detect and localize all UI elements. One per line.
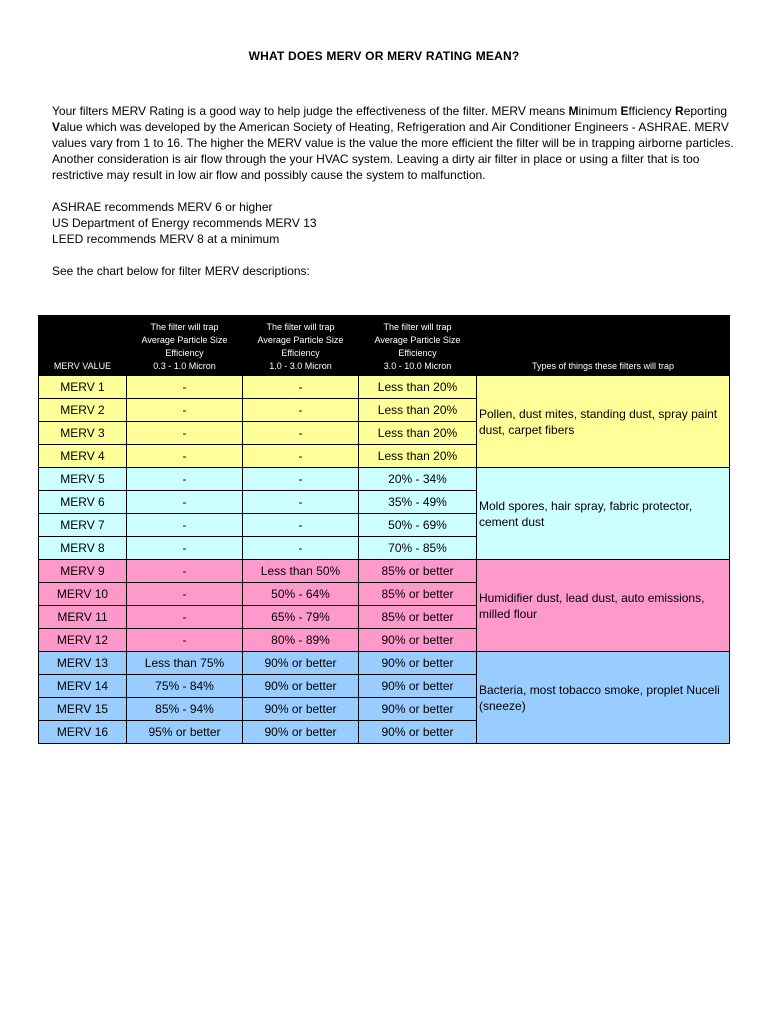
efficiency-10-30-cell: 65% - 79% — [243, 606, 359, 629]
efficiency-03-10-cell: - — [127, 583, 243, 606]
merv-value-cell: MERV 4 — [39, 445, 127, 468]
recommendation-doe: US Department of Energy recommends MERV 13 — [52, 216, 317, 230]
merv-value-cell: MERV 12 — [39, 629, 127, 652]
merv-value-cell: MERV 15 — [39, 698, 127, 721]
efficiency-10-30-cell: 90% or better — [243, 675, 359, 698]
types-cell: Humidifier dust, lead dust, auto emissions, milled flour — [477, 560, 730, 652]
efficiency-10-30-cell: 90% or better — [243, 721, 359, 744]
efficiency-03-10-cell: - — [127, 537, 243, 560]
header-col-30-100: The filter will trap Average Particle Size Efficiency 3.0 - 10.0 Micron — [359, 316, 477, 376]
efficiency-03-10-cell: - — [127, 422, 243, 445]
efficiency-03-10-cell: Less than 75% — [127, 652, 243, 675]
efficiency-03-10-cell: 95% or better — [127, 721, 243, 744]
merv-value-cell: MERV 7 — [39, 514, 127, 537]
merv-value-cell: MERV 3 — [39, 422, 127, 445]
efficiency-30-100-cell: 90% or better — [359, 675, 477, 698]
efficiency-10-30-cell: 90% or better — [243, 652, 359, 675]
efficiency-10-30-cell: 80% - 89% — [243, 629, 359, 652]
merv-value-cell: MERV 9 — [39, 560, 127, 583]
efficiency-03-10-cell: 75% - 84% — [127, 675, 243, 698]
efficiency-03-10-cell: - — [127, 514, 243, 537]
efficiency-10-30-cell: - — [243, 422, 359, 445]
efficiency-10-30-cell: - — [243, 376, 359, 399]
efficiency-10-30-cell: - — [243, 399, 359, 422]
intro-text-2: inimum — [578, 104, 621, 118]
efficiency-30-100-cell: Less than 20% — [359, 399, 477, 422]
efficiency-03-10-cell: - — [127, 376, 243, 399]
header-merv-value: MERV VALUE — [39, 316, 127, 376]
efficiency-30-100-cell: Less than 20% — [359, 376, 477, 399]
efficiency-03-10-cell: 85% - 94% — [127, 698, 243, 721]
efficiency-30-100-cell: 90% or better — [359, 629, 477, 652]
efficiency-03-10-cell: - — [127, 445, 243, 468]
intro-bold-v: V — [52, 120, 61, 134]
header-col-03-10: The filter will trap Average Particle Size Efficiency 0.3 - 1.0 Micron — [127, 316, 243, 376]
efficiency-30-100-cell: 85% or better — [359, 583, 477, 606]
efficiency-30-100-cell: 20% - 34% — [359, 468, 477, 491]
table-row — [39, 560, 730, 583]
efficiency-10-30-cell: 50% - 64% — [243, 583, 359, 606]
efficiency-30-100-cell: 85% or better — [359, 560, 477, 583]
merv-value-cell: MERV 1 — [39, 376, 127, 399]
efficiency-03-10-cell: - — [127, 606, 243, 629]
types-cell: Mold spores, hair spray, fabric protector, cement dust — [477, 468, 730, 560]
recommendation-leed: LEED recommends MERV 8 at a minimum — [52, 232, 280, 246]
intro-text-3: fficiency — [628, 104, 676, 118]
intro-text-5: alue which was developed by the American Society of Heating, Refrigeration and Air Conditioner Engineers - ASHRAE. MERV values vary from 1 to 16. The higher the MERV value is the value the more efficient the filter will be in trapping airborne particles. Another consideration is air flow through the your HVAC system. Leaving a dirty air filter in place or using a filter that is too restrictive may result in low air flow and possibly cause the system to malfunction. — [52, 120, 734, 182]
chart-note: See the chart below for filter MERV descriptions: — [52, 264, 310, 278]
types-cell: Pollen, dust mites, standing dust, spray paint dust, carpet fibers — [477, 376, 730, 468]
efficiency-10-30-cell: - — [243, 514, 359, 537]
table-row — [39, 376, 730, 399]
merv-value-cell: MERV 13 — [39, 652, 127, 675]
page-title: WHAT DOES MERV OR MERV RATING MEAN? — [248, 49, 520, 63]
intro-paragraph — [52, 103, 742, 183]
table-body — [39, 376, 730, 744]
header-types: Types of things these filters will trap — [477, 316, 730, 376]
merv-value-cell: MERV 16 — [39, 721, 127, 744]
efficiency-03-10-cell: - — [127, 399, 243, 422]
efficiency-30-100-cell: 85% or better — [359, 606, 477, 629]
efficiency-30-100-cell: Less than 20% — [359, 445, 477, 468]
efficiency-30-100-cell: Less than 20% — [359, 422, 477, 445]
table-row — [39, 468, 730, 491]
intro-bold-e: E — [620, 104, 629, 118]
efficiency-30-100-cell: 50% - 69% — [359, 514, 477, 537]
intro-text-1: Your filters MERV Rating is a good way to help judge the effectiveness of the filter. MERV means — [52, 104, 569, 118]
efficiency-10-30-cell: - — [243, 468, 359, 491]
table-header-row — [39, 316, 730, 376]
efficiency-30-100-cell: 90% or better — [359, 652, 477, 675]
merv-value-cell: MERV 11 — [39, 606, 127, 629]
merv-value-cell: MERV 5 — [39, 468, 127, 491]
efficiency-30-100-cell: 70% - 85% — [359, 537, 477, 560]
header-col-10-30: The filter will trap Average Particle Size Efficiency 1.0 - 3.0 Micron — [243, 316, 359, 376]
efficiency-10-30-cell: - — [243, 491, 359, 514]
recommendation-ashrae: ASHRAE recommends MERV 6 or higher — [52, 200, 273, 214]
table-row — [39, 652, 730, 675]
efficiency-10-30-cell: Less than 50% — [243, 560, 359, 583]
efficiency-03-10-cell: - — [127, 468, 243, 491]
merv-value-cell: MERV 14 — [39, 675, 127, 698]
intro-bold-r: R — [675, 104, 684, 118]
merv-value-cell: MERV 8 — [39, 537, 127, 560]
recommendations-list — [52, 199, 317, 247]
efficiency-10-30-cell: - — [243, 537, 359, 560]
intro-text-4: eporting — [683, 104, 728, 118]
efficiency-10-30-cell: 90% or better — [243, 698, 359, 721]
efficiency-30-100-cell: 90% or better — [359, 698, 477, 721]
efficiency-03-10-cell: - — [127, 491, 243, 514]
efficiency-30-100-cell: 35% - 49% — [359, 491, 477, 514]
intro-bold-m: M — [568, 104, 579, 118]
efficiency-10-30-cell: - — [243, 445, 359, 468]
efficiency-03-10-cell: - — [127, 560, 243, 583]
merv-table — [38, 315, 730, 744]
merv-value-cell: MERV 2 — [39, 399, 127, 422]
efficiency-30-100-cell: 90% or better — [359, 721, 477, 744]
merv-value-cell: MERV 10 — [39, 583, 127, 606]
merv-value-cell: MERV 6 — [39, 491, 127, 514]
efficiency-03-10-cell: - — [127, 629, 243, 652]
types-cell: Bacteria, most tobacco smoke, proplet Nuceli (sneeze) — [477, 652, 730, 744]
